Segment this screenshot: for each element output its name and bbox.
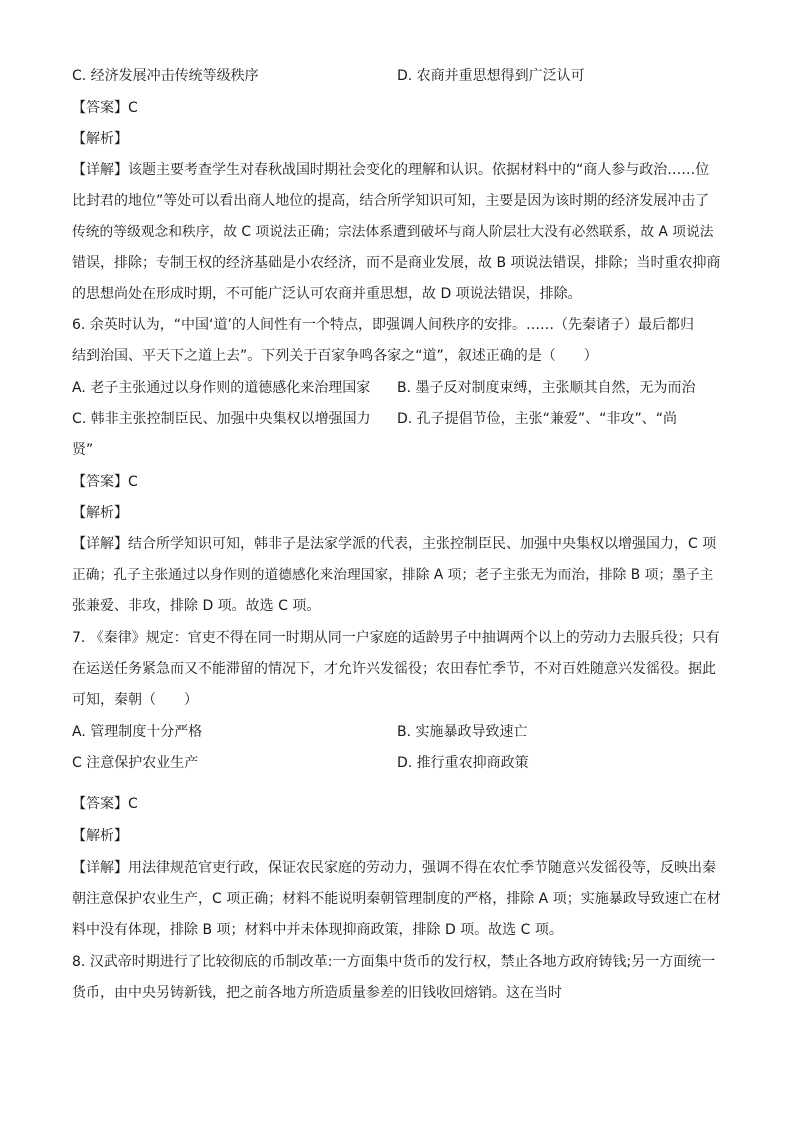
q5-detail-line: 比封君的地位”等处可以看出商人地位的提高，结合所学知识可知，主要是因为该时期的经济发展冲击了 bbox=[72, 193, 710, 209]
q6-option-d-cont: 贤” bbox=[72, 442, 94, 458]
q5-detail-line: 错误，排除；专制王权的经济基础是小农经济，而不是商业发展，故 B 项说法错误，排除；当时重农抑商 bbox=[72, 255, 721, 271]
q7-stem-line: 在运送任务紧急而又不能滞留的情况下，才允许兴发徭役；农田春忙季节，不对百姓随意兴发徭役。据此 bbox=[72, 661, 716, 677]
q7-option-a: A. 管理制度十分严格 bbox=[72, 724, 203, 740]
q6-detail-line: 正确；孔子主张通过以身作则的道德感化来治理国家，排除 A 项；老子主张无为而治，排除 B 项；墨子主 bbox=[72, 567, 714, 583]
q8-stem-line: 8. 汉武帝时期进行了比较彻底的币制改革:一方面集中货币的发行权，禁止各地方政府铸钱;另一方面统一 bbox=[72, 954, 716, 970]
q7-detail-line: 料中没有体现，排除 B 项；材料中并未体现抑商政策，排除 D 项。故选 C 项。 bbox=[72, 922, 563, 938]
q7-detail-line: 朝注意保护农业生产，C 项正确；材料不能说明秦朝管理制度的严格，排除 A 项；实施暴政导致速亡在材 bbox=[72, 891, 721, 907]
q8-stem-line: 货币，由中央另铸新钱，把之前各地方所造质量参差的旧钱收回熔销。这在当时 bbox=[72, 985, 562, 1001]
q5-answer: 【答案】C bbox=[72, 100, 138, 116]
q7-option-b: B. 实施暴政导致速亡 bbox=[397, 724, 528, 740]
q6-answer: 【答案】C bbox=[72, 474, 138, 490]
q6-option-b: B. 墨子反对制度束缚，主张顺其自然，无为而治 bbox=[397, 380, 696, 396]
q6-detail-line: 【详解】结合所学知识可知，韩非子是法家学派的代表，主张控制臣民、加强中央集权以增强国力，C 项 bbox=[72, 536, 717, 552]
q7-option-d: D. 推行重农抑商政策 bbox=[397, 755, 529, 771]
q6-analysis-label: 【解析】 bbox=[72, 505, 128, 521]
q7-stem-line: 7. 《秦律》规定：官吏不得在同一时期从同一户家庭的适龄男子中抽调两个以上的劳动力去服兵役；只有 bbox=[72, 630, 720, 646]
q5-detail-line: 的思想尚处在形成时期，不可能广泛认可农商并重思想，故 D 项说法错误，排除。 bbox=[72, 286, 582, 302]
q5-detail-line: 传统的等级观念和秩序，故 C 项说法正确；宗法体系遭到破坏与商人阶层壮大没有必然联系，故 A 项说法 bbox=[72, 224, 714, 240]
q5-detail-line: 【详解】该题主要考查学生对春秋战国时期社会变化的理解和认识。依据材料中的“商人参与政治……位 bbox=[72, 162, 710, 178]
q7-detail-line: 【详解】用法律规范官吏行政，保证农民家庭的劳动力，强调不得在农忙季节随意兴发徭役等，反映出秦 bbox=[72, 860, 716, 876]
q7-answer: 【答案】C bbox=[72, 796, 138, 812]
q7-stem-line: 可知，秦朝（ ） bbox=[72, 692, 198, 708]
q7-option-c: C 注意保护农业生产 bbox=[72, 755, 199, 771]
q5-option-c: C. 经济发展冲击传统等级秩序 bbox=[72, 68, 259, 84]
q6-option-c: C. 韩非主张控制臣民、加强中央集权以增强国力 bbox=[72, 411, 371, 427]
q5-analysis-label: 【解析】 bbox=[72, 131, 128, 147]
q5-option-d: D. 农商并重思想得到广泛认可 bbox=[397, 68, 585, 84]
q6-option-a: A. 老子主张通过以身作则的道德感化来治理国家 bbox=[72, 380, 371, 396]
q6-detail-line: 张兼爱、非攻，排除 D 项。故选 C 项。 bbox=[72, 598, 321, 614]
q6-option-d: D. 孔子提倡节俭，主张“兼爱”、“非攻”、“尚 bbox=[397, 411, 677, 427]
q6-stem-line: 结到治国、平天下之道上去”。下列关于百家争鸣各家之“道”，叙述正确的是（ ） bbox=[72, 348, 598, 364]
q6-stem-line: 6. 余英时认为，“中国‘道’的人间性有一个特点，即强调人间秩序的安排。……（先秦诸子）最后都归 bbox=[72, 317, 694, 333]
q7-analysis-label: 【解析】 bbox=[72, 828, 128, 844]
